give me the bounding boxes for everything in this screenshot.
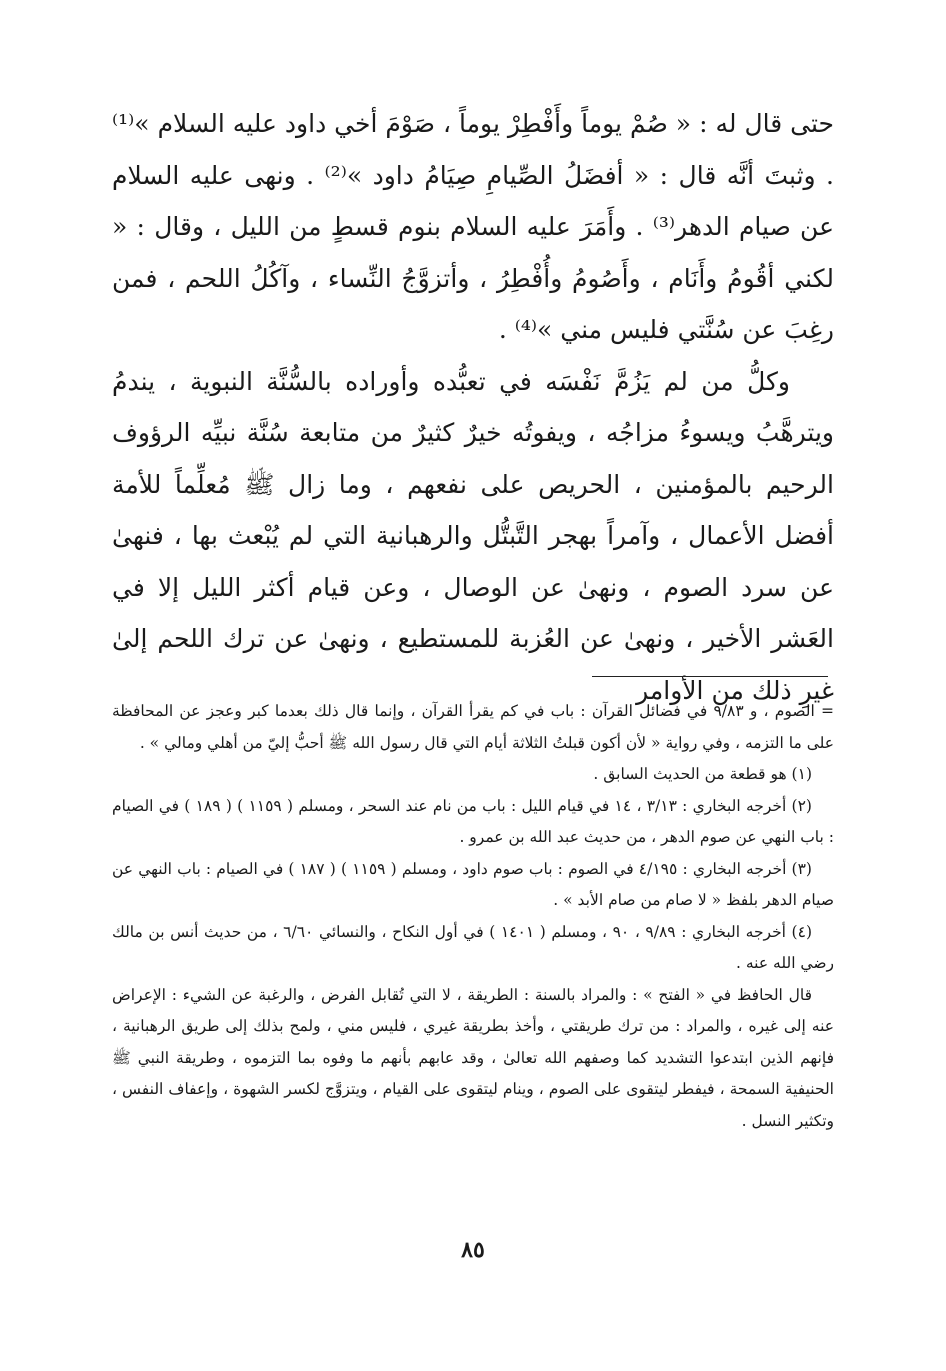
footnote-1: (١) هو قطعة من الحديث السابق . [593,765,812,783]
paragraph-2: وكلُّ من لم يَزُمَّ نَفْسَه في تعبُّده وأوراده بالسُّنَّة النبوية ، يندمُ ويترهَّبُ ويسوءُ مزاجُه ، ويفوتُه خيرٌ كثيرٌ من متابعة سُنَّة نبيِّه الرؤوف الرحيم بالمؤمنين ، الحريص على نفعهم ، وما زال ﷺ مُعلِّماً للأمة أفضل الأعمال ، وآمراً بهجر التَّبتُّل والرهبانية التي لم يُبْعث بها ، فنهىٰ عن سرد الصوم ، ونهىٰ عن الوصال ، وعن قيام أكثر الليل إلا في العَشر الأخير ، ونهىٰ عن العُزبة للمستطيع ، ونهىٰ عن ترك اللحم إلىٰ غيرِ ذلك من الأوامر [112,366,834,705]
page-number: ٨٥ [461,1237,485,1263]
footnote-3: (٣) أخرجه البخاري : ٤/١٩٥ في الصوم : باب صوم داود ، ومسلم ( ١١٥٩ ) ( ١٨٧ ) في الصيام : باب النهي عن صيام الدهر بلفظ « لا صام من صام الأبد » . [112,859,834,909]
footnote-2: (٢) أخرجه البخاري : ٣/١٣ ، ١٤ في قيام الليل : باب من نام عند السحر ، ومسلم ( ١١٥٩ ) ( ١٨٩ ) في الصيام : باب النهي عن صوم الدهر ، من حديث عبد الله بن عمرو . [112,796,834,846]
footnote-4-commentary: قال الحافظ في « الفتح » : والمراد بالسنة : الطريقة ، لا التي تُقابل الفرض ، والرغبة عن الشيء : الإعراض عنه إلى غيره ، والمراد : من ترك طريقتي ، وأخذ بطريقة غيري ، فليس مني ، ولمح بذلك إلى طريق الرهبانية ، فإنهم الذين ابتدعوا التشديد كما وصفهم الله تعالىٰ ، وقد عابهم بأنهم ما وفوه بما التزموه ، وطريقة النبي ﷺ الحنيفية السمحة ، فيفطر ليتقوى على الصوم ، وينام ليتقوى على القيام ، ويتزوَّج لكسر الشهوة ، وإعفاف النفس ، وتكثير النسل . [112,985,834,1130]
footnotes [112,696,834,1137]
footnote-continuation: = الصوم ، و ٩/٨٣ في فضائل القرآن : باب في كم يقرأ القرآن ، وإنما قال ذلك بعدما كبر وعجز عن المحافظة على ما التزمه ، وفي رواية « لأن أكون قبلتُ الثلاثة أيام التي قال رسول الله ﷺ أحبُّ إليّ من أهلي ومالي » . [112,702,834,752]
footnote-4: (٤) أخرجه البخاري : ٩/٨٩ ، ٩٠ ، ومسلم ( ١٤٠١ ) في أول النكاح ، والنسائي ٦/٦٠ ، من حديث أنس بن مالك رضي الله عنه . [112,922,834,972]
paragraph-1: حتى قال له : « صُمْ يوماً وأَفْطِرْ يوماً ، صَوْمَ أخي داود عليه السلام »⁽¹⁾ . وثبتَ أنَّه قال : « أفضَلُ الصِّيامِ صِيَامُ داود »⁽²⁾ . ونهى عليه السلام عن صيام الدهر⁽³⁾ . وأَمَرَ عليه السلام بنوم قسطٍ من الليل ، وقال : « لكني أقُومُ وأَنَام ، وأَصُومُ وأُفْطِرُ ، وأتزوَّجُ النِّساء ، وآكُلُ اللحم ، فمن رغِبَ عن سُنَّتي فليس مني »⁽⁴⁾ . [112,109,835,344]
main-body-text [112,98,834,716]
footnote-separator [592,676,828,677]
